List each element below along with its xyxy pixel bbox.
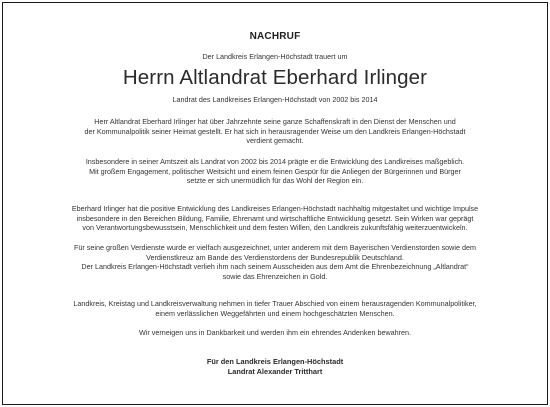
signature-block [0,357,550,376]
paragraph-4 [30,243,520,281]
paragraph-line: Für seine großen Verdienste wurde er vielfach ausgezeichnet, unter anderem mit dem Bayerischen Verdienstorden sowie dem [74,243,476,252]
paragraph-6 [30,328,520,338]
paragraph-line: sowie das Ehrenzeichen in Gold. [222,271,328,281]
paragraph-line: Insbesondere in seiner Amtszeit als Landrat von 2002 bis 2014 prägte er die Entwicklung des Landkreises maßgeblich. [85,157,465,166]
paragraph-line: der Kommunalpolitik seiner Heimat gestellt. Er hat sich in herausragender Weise um den Landkreis Erlangen-Höchstadt [84,126,466,136]
paragraph-line: setzte er sich unermüdlich für das Wohl der Region ein. [186,176,364,186]
deceased-title: Landrat des Landkreises Erlangen-Höchstadt von 2002 bis 2014 [172,95,378,104]
paragraph-line: insbesondere in den Bereichen Bildung, Familie, Ehrenamt und wirtschaftliche Entwicklung gesetzt. Sein Wirken war geprägt [76,213,474,223]
paragraph-3 [30,204,520,233]
paragraph-line: einem verlässlichen Weggefährten und einem hochgeschätzten Menschen. [155,308,395,318]
paragraph-line: verdient gemacht. [246,136,304,146]
signature-name: Landrat Alexander Tritthart [227,366,323,376]
notice-header: NACHRUF [249,31,301,42]
paragraph-line: Verdienstkreuz am Bande des Verdienstordens der Bundesrepublik Deutschland. [146,252,404,262]
paragraph-line: Herr Altlandrat Eberhard Irlinger hat über Jahrzehnte seine ganze Schaffenskraft in den Dienst der Menschen und [94,117,456,126]
deceased-name: Herrn Altlandrat Eberhard Irlinger [122,66,428,89]
signature-organization: Für den Landkreis Erlangen-Höchstadt [206,357,344,366]
paragraph-line: Der Landkreis Erlangen-Höchstadt verlieh ihm nach seinem Ausscheiden aus dem Amt die Ehrenbezeichnung „Altlandrat“ [81,262,469,272]
paragraph-line: Mit großem Engagement, politischer Weitsicht und einem feinen Gespür für die Anliegen der Bürgerinnen und Bürger [89,166,461,176]
paragraph-5 [30,299,520,318]
paragraph-1 [30,117,520,146]
paragraph-line: Landkreis, Kreistag und Landkreisverwaltung nehmen in tiefer Trauer Abschied von einem herausragenden Kommunalpolitiker, [73,299,477,308]
paragraph-2 [30,157,520,186]
paragraph-line: von Verantwortungsbewusstsein, Menschlichkeit und dem festen Willen, den Landkreis zukunftsfähig weiterzuentwickeln. [82,223,468,233]
notice-intro: Der Landkreis Erlangen-Höchstadt trauert um [202,52,348,61]
paragraph-line: Wir verneigen uns in Dankbarkeit und werden ihm ein ehrendes Andenken bewahren. [138,328,412,337]
paragraph-line: Eberhard Irlinger hat die positive Entwicklung des Landkreises Erlangen-Höchstadt nachhaltig mitgestaltet und wichtige Impulse [71,204,479,213]
